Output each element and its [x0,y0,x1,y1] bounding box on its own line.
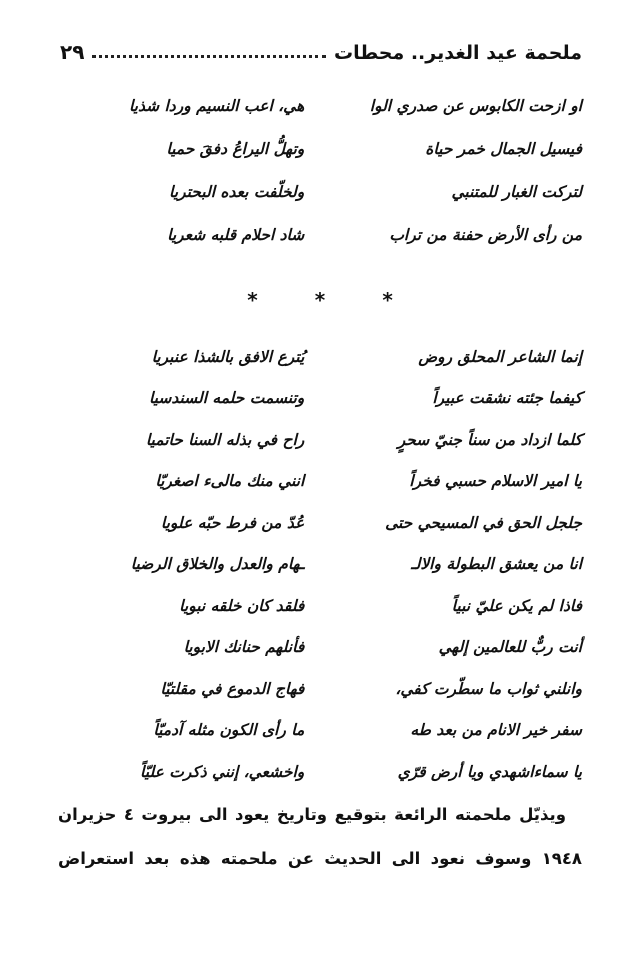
verse-second-hemistich: فهاج الدموع في مقلتيّا [160,679,305,698]
verse-line [58,668,582,710]
page-number: ٢٩ [60,40,85,64]
verse-line [58,710,582,752]
verse-line [58,419,582,461]
verse-line [58,213,582,256]
verse-first-hemistich: كيفما جئته نشقت عبيراً [432,389,582,408]
verse-first-hemistich: جلجل الحق في المسيحي حتى [385,513,582,532]
verse-second-hemistich: شاد احلام قلبه شعريا [167,225,305,244]
verse-first-hemistich: كلما ازداد من سناً جنيّ سحرٍ [397,430,582,449]
dotted-leader [92,55,326,58]
verse-second-hemistich: وتنسمت حلمه السندسيا [148,389,305,408]
verse-first-hemistich: او ازحت الكابوس عن صدري الوا [369,96,582,115]
prose-line: ١٩٤٨ وسوف نعود الى الحديث عن ملحمته هذه بعد استعراض [58,849,582,868]
stanza-separator [0,288,640,312]
page-header [60,30,582,64]
verse-first-hemistich: فيسيل الجمال خمر حياة [425,139,582,158]
prose-paragraph [58,800,582,888]
verse-second-hemistich: واخشعي، إنني ذكرت عليّاً [140,762,305,781]
asterisk-ornament: * [382,288,393,312]
verse-first-hemistich: سفر خير الانام من بعد طه [410,721,582,740]
verse-line [58,544,582,586]
verse-second-hemistich: هي، اعب النسيم وردا شذيا [128,96,305,115]
verse-first-hemistich: انا من يعشق البطولة والالـ [411,555,582,574]
verse-first-hemistich: يا سماءاشهدي ويا أرض قرّي [397,762,582,781]
verse-line [58,84,582,127]
verse-line [58,502,582,544]
verse-line [58,751,582,793]
stanza-1 [58,84,582,256]
verse-first-hemistich: وانلني ثواب ما سطّرت كفي، [395,679,582,698]
verse-line [58,336,582,378]
running-title: ملحمة عيد الغدير.. محطات [334,42,582,64]
verse-second-hemistich: راح في بذله السنا حاتميا [145,430,305,449]
verse-second-hemistich: يُترع الافق بالشذا عنبريا [151,347,305,366]
verse-first-hemistich: إنما الشاعر المحلق روض [418,347,582,366]
stanza-2 [58,336,582,793]
verse-second-hemistich: انني منك مالىء اصغريّا [155,472,305,491]
verse-first-hemistich: من رأى الأرض حفنة من تراب [389,225,582,244]
verse-second-hemistich: فلقد كان خلقه نبويا [179,596,305,615]
verse-first-hemistich: فاذا لم يكن عليّ نبياً [451,596,582,615]
verse-second-hemistich: ما رأى الكون مثله آدميّاً [153,721,305,740]
asterisk-ornament: * [247,288,258,312]
verse-second-hemistich: ـهام والعدل والخلاق الرضيا [130,555,305,574]
verse-first-hemistich: لتركت الغبار للمتنبي [451,182,582,201]
verse-second-hemistich: فأنلهم حنانك الابويا [183,638,305,657]
verse-line [58,585,582,627]
verse-line [58,170,582,213]
verse-second-hemistich: وتهلُّ اليراعُ دفقَ حميا [166,139,305,158]
asterisk-ornament: * [314,288,326,312]
verse-first-hemistich: يا امير الاسلام حسبي فخراً [409,472,582,491]
verse-second-hemistich: عُدّ من فرط حبّه علويا [160,513,305,532]
verse-first-hemistich: أنت ربٌّ للعالمين إلهي [438,638,582,657]
verse-second-hemistich: ولخلّفت بعده البحتريا [169,182,305,201]
verse-line [58,627,582,669]
verse-line [58,378,582,420]
verse-line [58,461,582,503]
prose-line: ويذيّل ملحمته الرائعة بتوقيع وتاريخ يعود الى بيروت ٤ حزيران [58,805,566,824]
verse-line [58,127,582,170]
